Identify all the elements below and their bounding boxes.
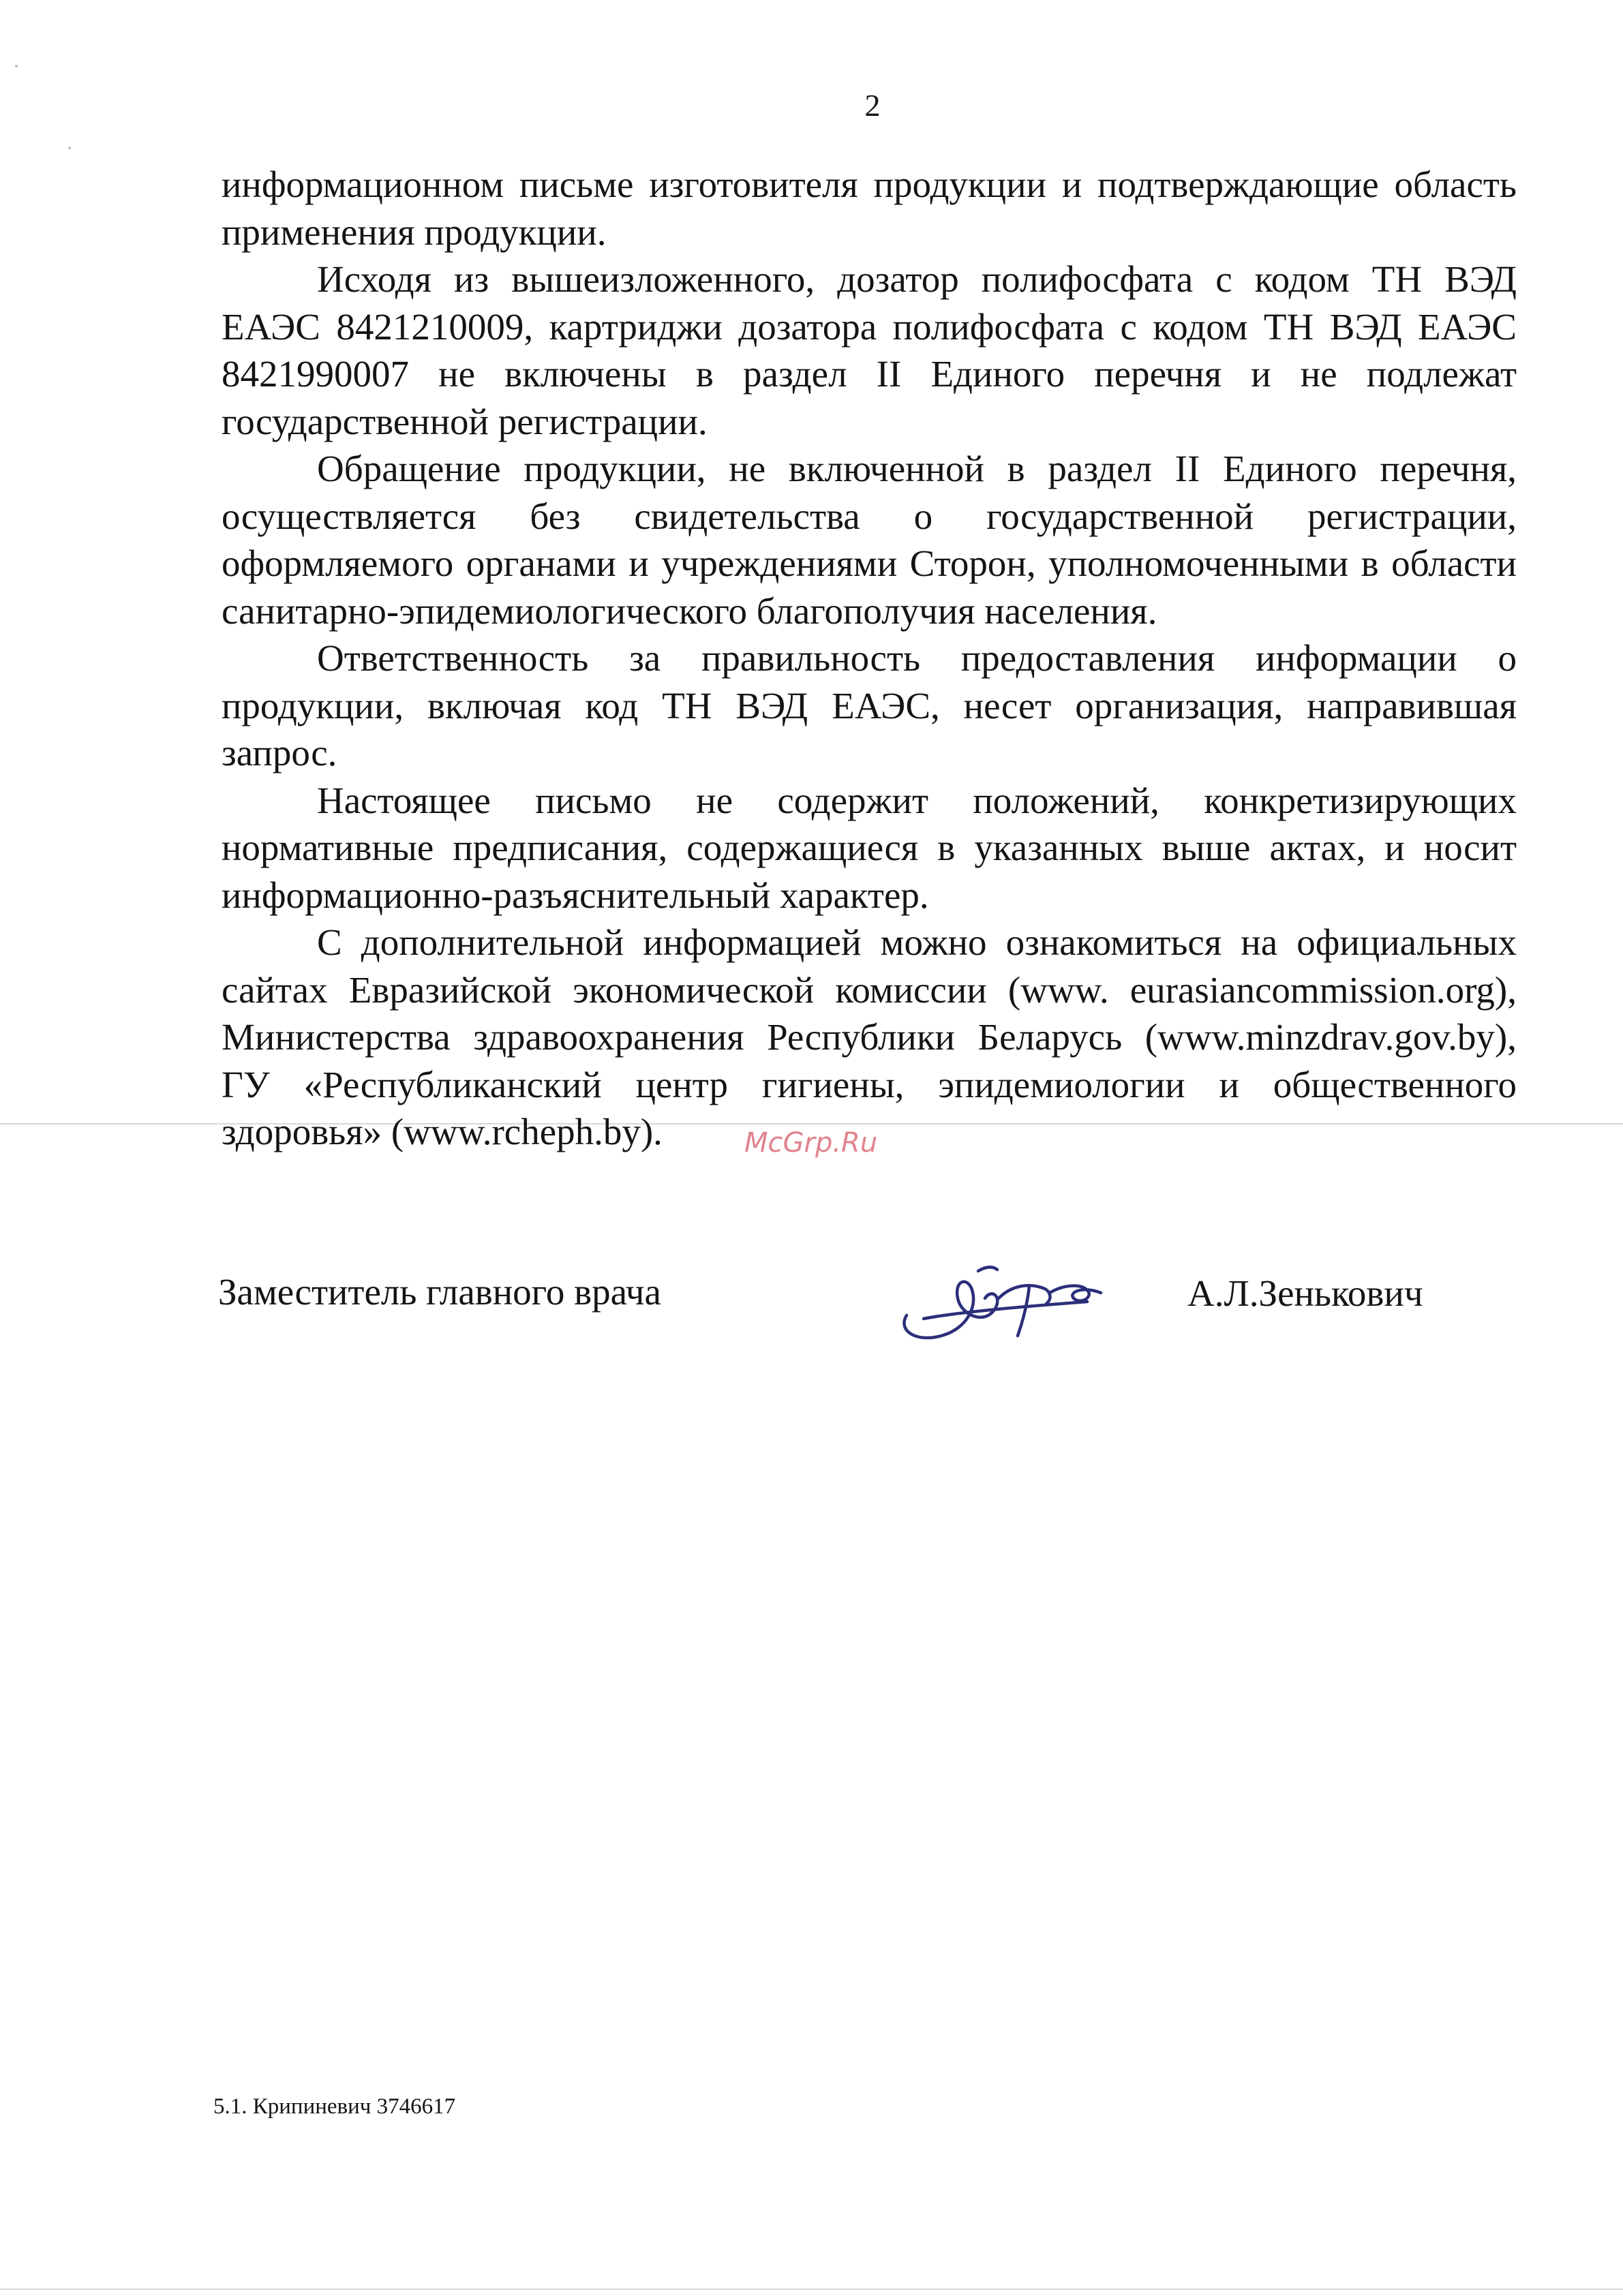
paragraph: С дополнительной информацией можно ознакомиться на официальных сайтах Евразийской экономической комиссии (www. eurasiancommission.org), Министерства здравоохранения Республики Беларусь (www.minzdrav.gov.by), ГУ «Республиканский центр гигиены, эпидемиологии и общественного здоровья» (www.rcheph.by). [222,921,1517,1152]
signatory-name: А.Л.Зенькович [1187,1272,1423,1314]
page-number: 2 [864,88,881,123]
signature-block [218,1251,1513,1353]
executor-note: 5.1. Крипиневич 3746617 [213,2094,456,2119]
watermark: McGrp.Ru [744,1127,878,1159]
scan-speck [15,65,18,67]
paragraph: Обращение продукции, не включенной в раздел II Единого перечня, осуществляется без свидетельства о государственной регистрации, оформляемого органами и учреждениями Сторон, уполномоченными в области санитарно-эпидемиологического благополучия населения. [222,448,1517,632]
scan-bottom-edge [0,2289,1623,2290]
paragraph: Настоящее письмо не содержит положений, конкретизирующих нормативные предписания, содержащиеся в указанных выше актах, и носит информационно-разъяснительный характер. [222,779,1517,916]
paragraph: Ответственность за правильность предоставления информации о продукции, включая код ТН ВЭД ЕАЭС, несет организация, направившая запрос. [222,637,1517,774]
handwritten-signature [883,1251,1128,1353]
signatory-title: Заместитель главного врача [218,1271,661,1313]
scan-speck [68,147,71,149]
paragraph: информационном письме изготовителя продукции и подтверждающие область применения продукции. [222,164,1517,253]
letter-body [222,161,1517,1159]
paragraph: Исходя из вышеизложенного, дозатор полифосфата с кодом ТН ВЭД ЕАЭС 8421210009, картриджи дозатора полифосфата с кодом ТН ВЭД ЕАЭС 8421990007 не включены в раздел II Единого перечня и не подлежат государственной регистрации. [222,258,1517,442]
